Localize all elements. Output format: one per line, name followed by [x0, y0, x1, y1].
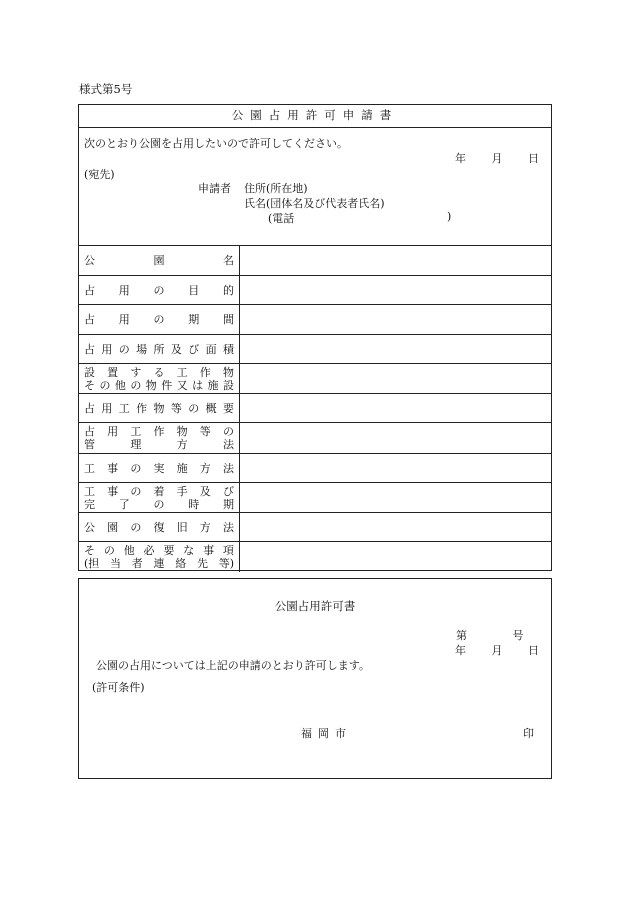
label-char: 絡 — [175, 557, 187, 570]
label-char: 公 — [84, 254, 95, 267]
row-label — [79, 364, 240, 393]
label-char: 用 — [118, 283, 130, 297]
row-value-field[interactable] — [240, 423, 551, 453]
application-title: 公園占用許可申請書 — [79, 105, 551, 128]
application-intro: 次のとおり公園を占用したいので許可してください。 — [84, 137, 348, 150]
row-label — [79, 542, 240, 572]
row-label-line — [84, 402, 234, 415]
row-label-line — [84, 557, 234, 570]
label-char: 物 — [176, 425, 188, 438]
label-char: 等 — [199, 425, 211, 438]
label-char: の — [153, 313, 165, 326]
label-char: 置 — [107, 365, 119, 379]
label-char: の — [103, 544, 115, 557]
label-char: び — [222, 484, 234, 498]
label-char: 施 — [207, 378, 219, 392]
label-char: 及 — [170, 342, 182, 356]
row-label — [79, 483, 240, 512]
label-char: 工 — [118, 401, 130, 415]
label-char: 物 — [145, 378, 157, 392]
table-row — [79, 423, 551, 454]
label-char: 着 — [153, 484, 165, 498]
row-label — [79, 513, 240, 541]
label-char: 面 — [205, 342, 217, 356]
label-char: 等) — [218, 557, 234, 570]
row-label-line — [84, 343, 234, 356]
label-char: 占 — [84, 401, 95, 415]
label-char: (担 — [84, 557, 100, 570]
label-char: の — [118, 342, 130, 356]
label-char: 所 — [153, 342, 165, 356]
label-char: 用 — [118, 313, 130, 326]
permit-title: 公園占用許可書 — [274, 599, 356, 613]
label-char: 等 — [170, 401, 182, 415]
row-value-field[interactable] — [240, 246, 551, 275]
row-value-field[interactable] — [240, 364, 551, 393]
label-char: 作 — [136, 401, 148, 415]
table-row — [79, 335, 551, 364]
applicant-address-label: 住所(所在地) — [244, 182, 308, 195]
label-char: 作 — [153, 425, 165, 438]
label-char: 方 — [199, 520, 211, 534]
table-row — [79, 246, 551, 276]
label-char: 事 — [107, 484, 119, 498]
label-char: 的 — [223, 283, 234, 297]
label-char: 方 — [199, 461, 211, 475]
row-label-line — [84, 462, 234, 475]
label-char: 法 — [222, 438, 234, 451]
table-row — [79, 394, 551, 423]
label-char: 当 — [110, 557, 122, 570]
label-char: 用 — [101, 401, 113, 415]
row-label-line — [84, 284, 234, 297]
label-char: 事 — [107, 461, 119, 475]
row-label — [79, 246, 240, 275]
row-value-field[interactable] — [240, 483, 551, 512]
row-label-line — [84, 438, 234, 451]
label-char: 方 — [176, 438, 188, 451]
label-char: 積 — [223, 342, 234, 356]
label-char: 工 — [176, 365, 188, 379]
label-char: の — [130, 378, 142, 392]
label-char: 者 — [131, 557, 143, 570]
row-label-line — [84, 366, 234, 379]
label-char: 作 — [199, 365, 211, 379]
label-char: 手 — [176, 484, 188, 498]
seal-mark: 印 — [523, 727, 534, 740]
label-char: の — [130, 520, 142, 534]
table-row — [79, 364, 551, 394]
applicant-label: 申請者 — [198, 182, 231, 195]
applicant-phone-close: ) — [447, 210, 452, 223]
label-char: 連 — [153, 557, 165, 570]
row-value-field[interactable] — [240, 542, 551, 572]
applicant-phone-label: (電話 — [268, 212, 295, 225]
label-char: そ — [84, 544, 95, 557]
label-char: す — [130, 365, 142, 379]
label-char: 完 — [84, 497, 95, 511]
label-char: の — [130, 461, 142, 475]
label-char: 設 — [222, 378, 234, 392]
label-char: の — [153, 283, 165, 297]
label-char: 旧 — [176, 520, 188, 534]
label-char: の — [188, 401, 200, 415]
label-char: 復 — [153, 520, 165, 534]
addressee-label: (宛先) — [84, 168, 115, 181]
label-char: 工 — [130, 425, 142, 438]
label-char: の — [130, 484, 142, 498]
label-char: 施 — [176, 461, 188, 475]
label-char: る — [153, 365, 165, 379]
row-value-field[interactable] — [240, 276, 551, 304]
table-row — [79, 513, 551, 542]
label-char: 実 — [153, 461, 165, 475]
table-row — [79, 542, 551, 572]
row-label — [79, 335, 240, 363]
label-char: 場 — [136, 342, 148, 356]
permit-number-line: 第 号 — [456, 629, 524, 642]
row-value-field[interactable] — [240, 513, 551, 541]
label-char: 項 — [222, 544, 234, 557]
label-char: の — [153, 497, 165, 511]
row-label — [79, 276, 240, 304]
row-label-line — [84, 254, 234, 267]
label-char: は — [192, 378, 204, 392]
row-label — [79, 423, 240, 453]
table-row — [79, 305, 551, 335]
application-table — [79, 245, 551, 570]
label-char: 理 — [130, 438, 142, 451]
permit-statement: 公園の占用については上記の申請のとおり許可します。 — [96, 659, 370, 672]
label-char: の — [99, 378, 111, 392]
label-char: 法 — [222, 461, 234, 475]
label-char: 用 — [107, 425, 119, 438]
row-value-field[interactable] — [240, 305, 551, 334]
label-char: 占 — [84, 313, 95, 326]
form-number: 様式第5号 — [79, 82, 133, 96]
label-char: 占 — [84, 425, 95, 438]
label-char: 要 — [223, 401, 234, 415]
label-char: 件 — [161, 378, 173, 392]
label-char: 他 — [114, 378, 126, 392]
label-char: 事 — [203, 544, 215, 557]
label-char: 間 — [223, 313, 234, 326]
label-char: 期 — [188, 313, 200, 326]
label-char: 名 — [223, 254, 234, 267]
label-char: 管 — [84, 438, 95, 451]
label-char: 占 — [84, 342, 95, 356]
label-char: 園 — [107, 520, 119, 534]
application-form — [78, 104, 552, 571]
permit-conditions-label: (許可条件) — [92, 681, 145, 694]
label-char: 概 — [205, 401, 217, 415]
row-label-line — [84, 521, 234, 534]
label-char: 工 — [84, 461, 95, 475]
row-value-field[interactable] — [240, 335, 551, 363]
label-char: 設 — [84, 365, 95, 379]
label-char: 工 — [84, 484, 95, 498]
label-char: 他 — [123, 544, 135, 557]
label-char: 用 — [101, 342, 113, 356]
label-char: 必 — [143, 544, 155, 557]
label-char: び — [188, 342, 200, 356]
row-label-line — [84, 313, 234, 326]
label-char: 了 — [118, 497, 130, 511]
issuer-name: 福岡市 — [301, 727, 352, 740]
row-label — [79, 394, 240, 422]
table-row — [79, 454, 551, 483]
row-value-field[interactable] — [240, 454, 551, 482]
label-char: 物 — [222, 365, 234, 379]
label-char: 占 — [84, 283, 95, 297]
permit-section — [78, 578, 552, 779]
applicant-name-label: 氏名(団体名及び代表者氏名) — [244, 197, 385, 210]
label-char: の — [222, 425, 234, 438]
label-char: 先 — [196, 557, 208, 570]
label-char: 及 — [199, 484, 211, 498]
label-char: 要 — [163, 544, 175, 557]
row-label-line — [84, 485, 234, 498]
row-label-line — [84, 425, 234, 438]
label-char: 物 — [153, 401, 165, 415]
permit-date-line: 年 月 日 — [455, 644, 539, 657]
row-value-field[interactable] — [240, 394, 551, 422]
label-char: 公 — [84, 520, 95, 534]
label-char: そ — [84, 378, 95, 392]
label-char: 園 — [153, 254, 165, 267]
row-label-line — [84, 544, 234, 557]
table-row — [79, 276, 551, 305]
label-char: 目 — [188, 283, 200, 297]
row-label — [79, 454, 240, 482]
label-char: 又 — [176, 378, 188, 392]
label-char: 時 — [188, 497, 200, 511]
table-row — [79, 483, 551, 513]
label-char: 期 — [223, 497, 234, 511]
label-char: な — [183, 544, 195, 557]
label-char: 法 — [222, 520, 234, 534]
row-label-line — [84, 379, 234, 392]
application-date-line: 年 月 日 — [455, 152, 539, 165]
row-label-line — [84, 498, 234, 511]
row-label — [79, 305, 240, 334]
